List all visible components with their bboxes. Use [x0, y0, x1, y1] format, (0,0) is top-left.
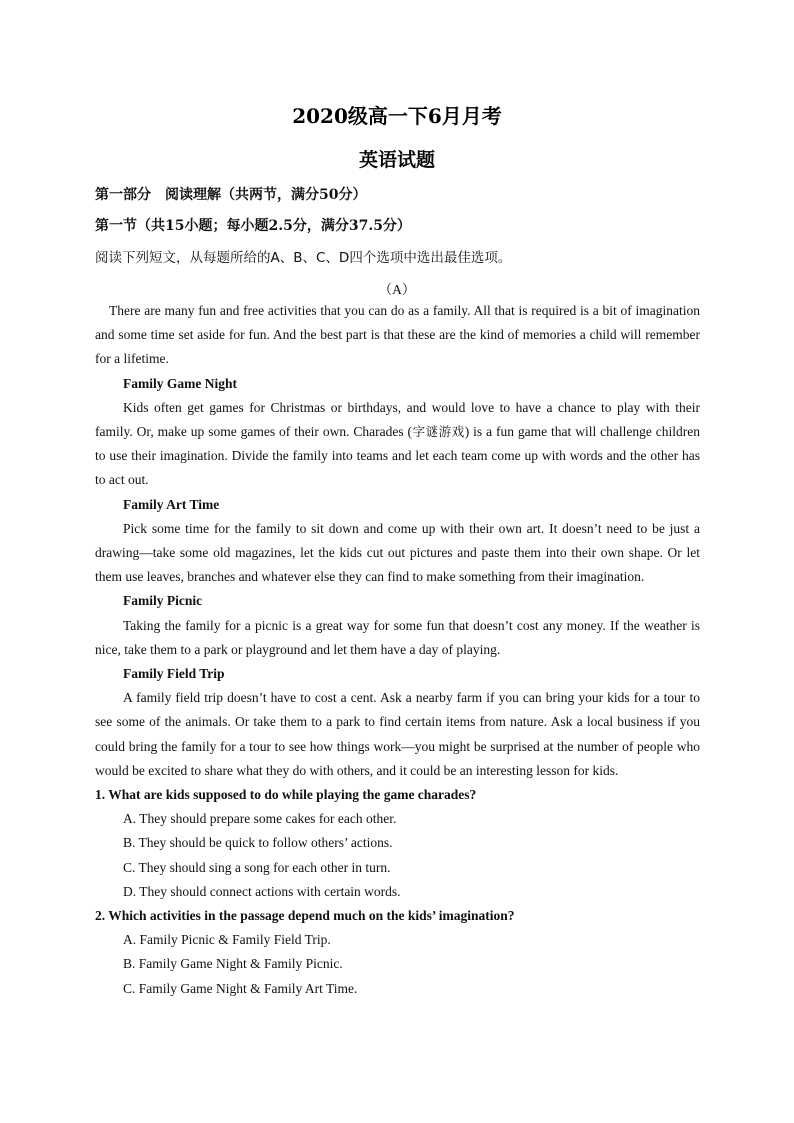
passage-body [95, 299, 700, 1001]
question-2-option-a: A. Family Picnic & Family Field Trip. [123, 932, 331, 948]
heading-art-time: Family Art Time [123, 496, 220, 512]
question-1-option-a: A. They should prepare some cakes for each other. [123, 811, 397, 827]
paragraph-field-trip: A family field trip doesn’t have to cost a cent. Ask a nearby farm if you can bring your kids for a tour to see some of the animals. Or take them to a park to find certain items from nature. Ask a local business if you could bring the family for a tour to see how things work—you might be surprised at the number of people who would be excited to share what they do with others, and it could be an interesting lesson for kids. [95, 690, 700, 778]
exam-subtitle: 英语试题 [358, 149, 435, 171]
passage-label: （A） [378, 282, 416, 297]
paragraph-art-time: Pick some time for the family to sit down and come up with their own art. It doesn’t need to be just a drawing—take some old magazines, let the kids cut out pictures and paste them into their own shape. Or let them use leaves, branches and whatever else they can find to make something from their imagination. [95, 520, 700, 585]
part-heading: 第一部分 阅读理解（共两节，满分50分） [95, 187, 367, 203]
paragraph-game-night-a: Kids often get games for Christmas or birthdays, and would love to have a chance to play with their family. Or, make up some games of their own. Charades ( [95, 399, 700, 440]
heading-field-trip: Family Field Trip [123, 666, 225, 682]
question-2-option-c: C. Family Game Night & Family Art Time. [123, 980, 358, 996]
paragraph-game-night [95, 396, 700, 493]
heading-picnic: Family Picnic [123, 593, 203, 609]
paragraph-game-night-b: ) is a fun game that will challenge children to use their imagination. Divide the family into teams and let each team come up with words and the other has to act out. [95, 424, 700, 488]
heading-game-night: Family Game Night [123, 375, 237, 391]
question-2-option-b: B. Family Game Night & Family Picnic. [123, 956, 343, 972]
charades-chinese-gloss: 字谜游戏 [412, 424, 465, 440]
exam-title: 2020级高一下6月月考 [292, 104, 502, 128]
instruction-text: 阅读下列短文，从每题所给的A、B、C、D四个选项中选出最佳选项。 [95, 250, 512, 266]
section-heading: 第一节（共15小题；每小题2.5分，满分37.5分） [95, 218, 411, 234]
passage-intro: There are many fun and free activities that you can do as a family. All that is required is a bit of imagination and some time set aside for fun. And the best part is that these are the kind of memories a child will remember for a lifetime. [95, 303, 700, 367]
question-1-option-d: D. They should connect actions with certain words. [123, 883, 401, 899]
question-1-stem: 1. What are kids supposed to do while playing the game charades? [95, 787, 477, 803]
question-1-option-c: C. They should sing a song for each other in turn. [123, 859, 391, 875]
paragraph-picnic: Taking the family for a picnic is a great way for some fun that doesn’t cost any money. If the weather is nice, take them to a park or playground and let them have a day of playing. [95, 617, 700, 657]
question-2-stem: 2. Which activities in the passage depend much on the kids’ imagination? [95, 908, 515, 924]
question-1-option-b: B. They should be quick to follow others’ actions. [123, 835, 393, 851]
